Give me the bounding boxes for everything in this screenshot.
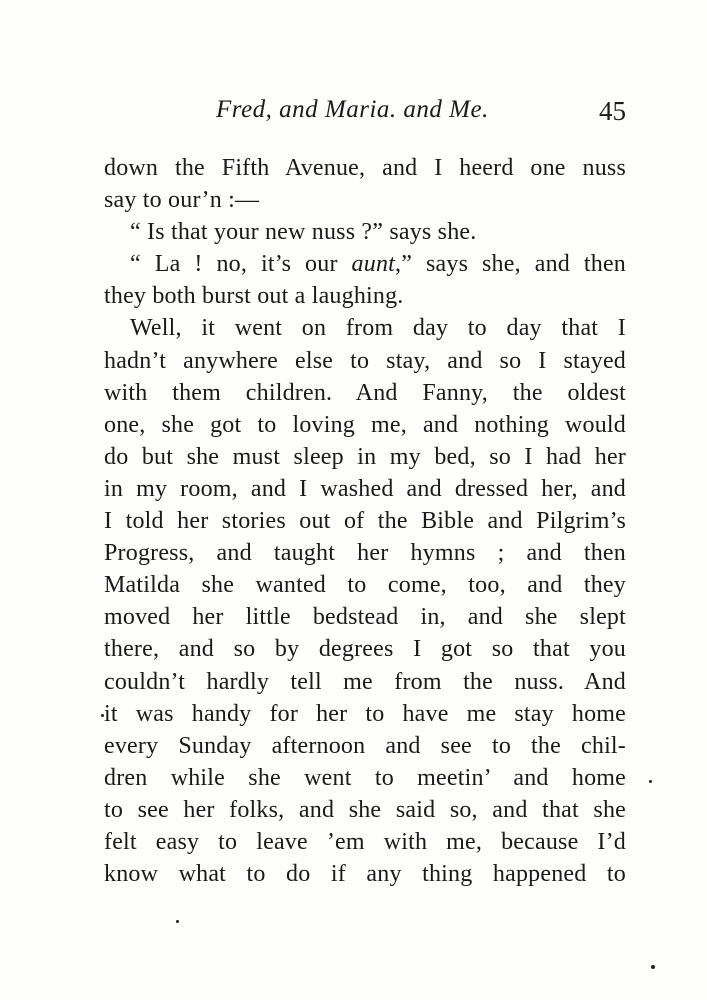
text-line: moved her little bedstead in, and she slept xyxy=(104,604,626,631)
text-line: to see her folks, and she said so, and that she xyxy=(104,796,626,823)
text-line: with them children. And Fanny, the oldest xyxy=(104,379,626,406)
text-line-part: “ La ! no, it’s our xyxy=(130,251,352,278)
text-line xyxy=(104,248,626,280)
text-line: do but she must sleep in my bed, so I had her xyxy=(104,443,626,470)
scan-speck xyxy=(176,920,179,923)
text-line: every Sunday afternoon and see to the chil- xyxy=(104,732,626,759)
text-line: know what to do if any thing happened to xyxy=(104,861,626,888)
text-line-part: ,” says she, and then xyxy=(395,251,626,278)
text-line: “ Is that your new nuss ?” says she. xyxy=(130,219,477,246)
text-line: down the Fifth Avenue, and I heerd one nuss xyxy=(104,155,626,181)
body-text xyxy=(104,152,626,890)
text-line: say to our’n :— xyxy=(104,187,260,214)
text-line: Well, it went on from day to day that I xyxy=(130,315,626,342)
text-line: in my room, and I washed and dressed her, and xyxy=(104,475,626,502)
text-line: hadn’t anywhere else to stay, and so I stayed xyxy=(104,347,626,374)
text-line: felt easy to leave ’em with me, because I’d xyxy=(104,828,626,855)
text-line: couldn’t hardly tell me from the nuss. And xyxy=(104,668,626,695)
scan-speck xyxy=(651,965,655,969)
running-title: Fred, and Maria. and Me. xyxy=(216,96,489,123)
text-line: one, she got to loving me, and nothing would xyxy=(104,411,626,438)
scan-speck xyxy=(649,780,652,783)
text-line: Progress, and taught her hymns ; and then xyxy=(104,540,626,567)
scan-speck xyxy=(101,714,104,717)
running-head xyxy=(104,96,626,136)
italic-word: aunt xyxy=(351,251,396,278)
text-line: dren while she went to meetin’ and home xyxy=(104,764,626,791)
text-line: there, and so by degrees I got so that you xyxy=(104,636,626,663)
text-line: it was handy for her to have me stay home xyxy=(104,700,626,727)
text-line: they both burst out a laughing. xyxy=(104,283,404,310)
text-line: Matilda she wanted to come, too, and they xyxy=(104,572,626,599)
page-number: 45 xyxy=(599,96,626,126)
text-line: I told her stories out of the Bible and Pilgrim’s xyxy=(104,508,626,535)
